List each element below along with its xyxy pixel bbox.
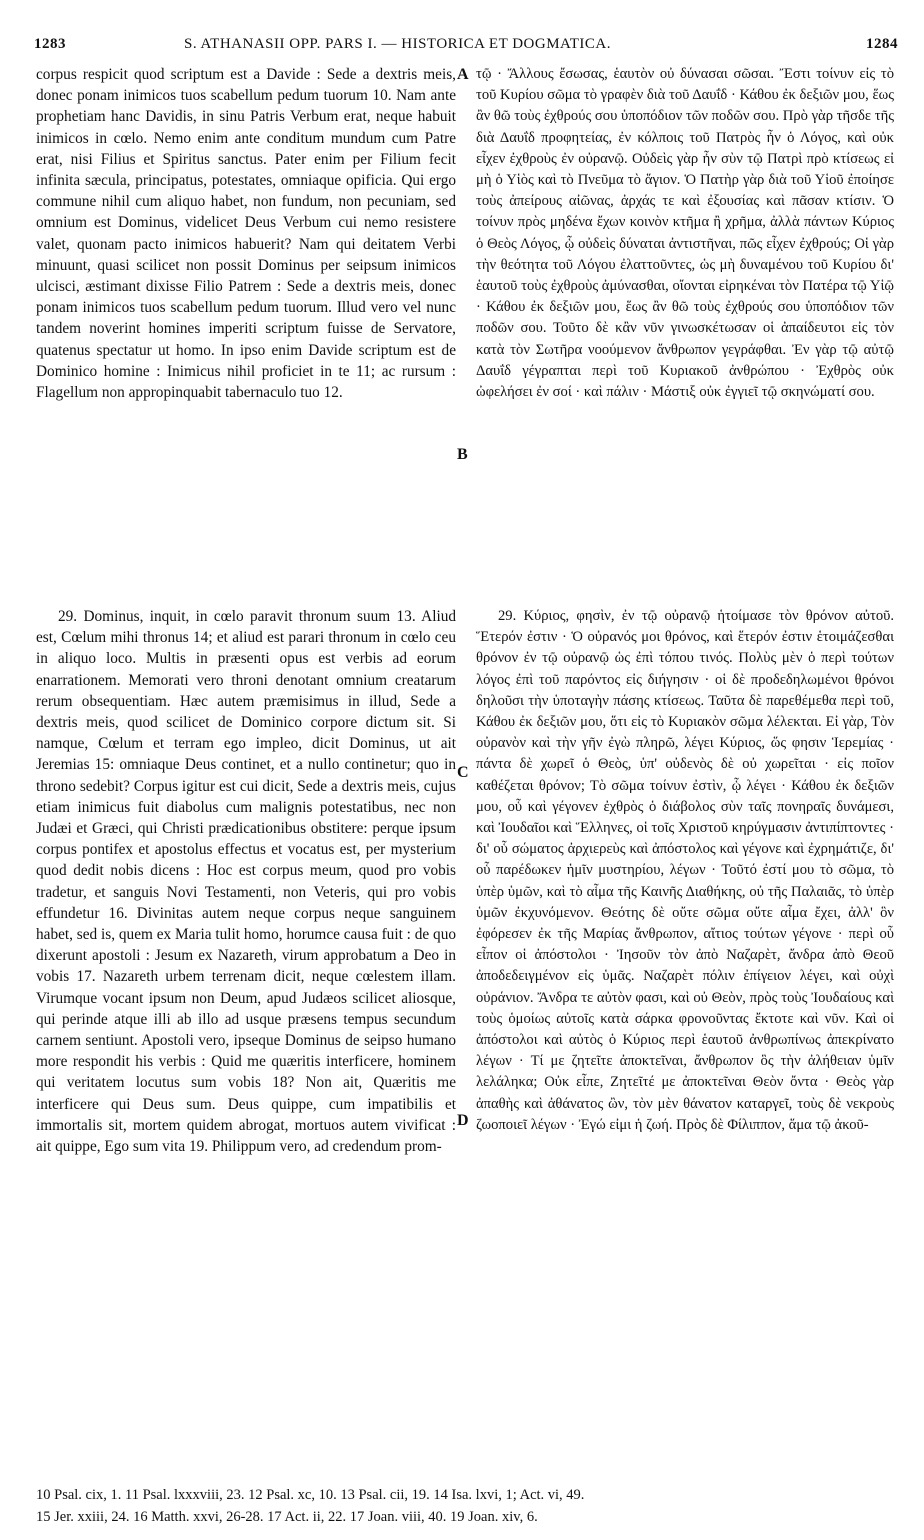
greek-column-bottom [476, 606, 894, 1136]
greek-paragraph-1: τῷ · Ἄλλους ἔσωσας, ἑαυτὸν οὐ δύνασαι σῶσαι. Ἔστι τοίνυν εἰς τὸ τοῦ Κυρίου σῶμα τὸ γραφὲν διὰ τοῦ Δαυΐδ · Κάθου ἐκ δεξιῶν μου, ἕως ἂν θῶ τοὺς ἐχθρούς σου ὑποπόδιον τῶν ποδῶν σου. Πρὸ γὰρ τῆσδε τῆς διὰ Δαυΐδ προφητείας, ἐν κόλποις τοῦ Πατρὸς ἦν ὁ Λόγος, καὶ οὐκ εἶχεν ἐχθροὺς ἐν οὐρανῷ. Οὐδεὶς γὰρ ἦν σὺν τῷ Πατρὶ πρὸ κτίσεως εἰ μὴ ὁ Υἱὸς καὶ τὸ Πνεῦμα τὸ ἅγιον. Ὁ Πατὴρ γὰρ διὰ τοῦ Υἱοῦ ἐποίησε τοὺς ἀπείρους αἰῶνας, ἀρχάς τε καὶ ἐξουσίας καὶ πᾶσαν κτίσιν. Ὁ τοίνυν πρὸς μηδένα ἔχων κοινὸν κτῆμα ἢ χρῆμα, ἀλλὰ πάντων Κύριος ὁ Θεὸς Λόγος, ᾧ οὐδεὶς δύναται ἀντιστῆναι, πῶς εἶχεν ἐχθρούς; Οἱ γὰρ τὴν θεότητα τοῦ Λόγου ἐλαττοῦντες, ὡς μὴ δυναμένου τοῦ Κυρίου δι' ἑαυτοῦ τοὺς ἐχθροὺς ἀμύνασθαι, οἴονται εἰρηκέναι τὸν Πατέρα τῷ Υἱῷ · Κάθου ἐκ δεξιῶν μου, ἕως ἂν θῶ τοὺς ἐχθρούς σου ὑποπόδιον τῶν ποδῶν σου. Τοῦτο δὲ κἂν νῦν γινωσκέτωσαν οἱ ἀπαίδευτοι εἰς τὸν κατὰ τὸν Σωτῆρα νοούμενον ἄνθρωπον γεγράφθαι. Ἐν γὰρ τῷ αὐτῷ Δαυΐδ γέγραπται περὶ τοῦ Κυριακοῦ ἀνθρώπου · Ἐχθρὸς οὐκ ὠφελήσει ἐν σοί · καὶ πάλιν · Μάστιξ οὐκ ἐγγιεῖ τῷ σκηνώματί σου. [476, 66, 894, 401]
latin-paragraph-29: 29. Dominus, inquit, in cœlo paravit thronum suum 13. Aliud est, Cœlum mihi thronus 14; et aliud est parari thronum in cœlo ceu in aliquo loco. Multis in præsenti opus est verbis ad eorum enarrationem. Memorati vero throni denotant omnium creatarum rerum obsequentiam. Hæc autem præmisimus in illud, Sede a dextris meis, quod scilicet de Dominico corpore dictum sit. Si namque, Cœlum et terram ego impleo, dicit Dominus, ut ait Jeremias 15: omniaque Deus continet, et a nullo continetur; quo in throno sedebit? Corpus igitur est cui dicit, Sede a dextris meis, cujus etiam inimicus fuit diabolus cum malignis potestatibus, nec non Judæi et Græci, qui Christi prædicationibus obstitere: perque ipsum corpus pontifex et apostolus effectus et vocatus est, per mysterium quod dedit nobis dicens : Hoc est corpus meum, quod pro vobis tradetur, et sanguis Novi Testamenti, non Veteris, qui pro vobis effundetur 16. Divinitas autem neque corpus neque sanguinem habet, sed is, quem ex Maria tulit homo, horumce causa fuit : de quo dixerunt apostoli : Jesum ex Nazareth, virum approbatum a Deo in vobis 17. Nazareth urbem terrenam dicit, neque cœlestem illam. Virumque vocant ipsum non Deum, apud Judæos scilicet aliosque, qui perinde atque illi ab illo ad usque præsens tempus secundum carnem sentiunt. Apostoli vero, ipseque Dominus de seipso humano more respondit his verbis : Quid me quæritis interficere, hominem qui veritatem locutus sum vobis 18? Non ait, Quæritis me interficere qui Deus sum. Deus quippe, cum impatibilis et immortalis sit, mortem quidem abrogat, mortuos autem vivificat : ait quippe, Ego sum vita 19. Philippum vero, ad credendum prom- [36, 608, 456, 1156]
running-title: S. ATHANASII OPP. PARS I. — HISTORICA ET DOGMATICA. [184, 36, 611, 52]
footnotes [36, 1484, 896, 1528]
right-page-number: 1284 [866, 36, 898, 52]
column-marker-b: B [457, 446, 468, 463]
running-header [34, 36, 898, 58]
column-marker-c: C [457, 764, 469, 781]
latin-column-bottom [36, 606, 456, 1157]
left-page-number: 1283 [34, 36, 66, 52]
greek-paragraph-29: 29. Κύριος, φησὶν, ἐν τῷ οὐρανῷ ἡτοίμασε τὸν θρόνον αὐτοῦ. Ἕτερόν ἐστιν · Ὁ οὐρανός μοι θρόνος, καὶ ἕτερόν ἐστιν ἑτοιμάζεσθαι θρόνον ἐν τῷ οὐρανῷ ὡς ἐπὶ τόπου τινός. Πολὺς μὲν ὁ περὶ τούτων λόγος ἐπὶ τοῦ παρόντος εἰς διήγησιν · οἱ δὲ προδεδηλωμένοι θρόνοι δηλοῦσι τὴν ὑποταγὴν πάσης κτίσεως. Ταῦτα δὲ παρεθέμεθα περὶ τοῦ, Κάθου ἐκ δεξιῶν μου, ὅτι εἰς τὸ Κυριακὸν σῶμα λέλεκται. Εἰ γὰρ, Τὸν οὐρανὸν καὶ τὴν γῆν ἐγὼ πληρῶ, λέγει Κύριος, ὥς φησιν Ἱερεμίας · πάντα δὲ χωρεῖ ὁ Θεὸς, ὑπ' οὐδενὸς δὲ οὐ χωρεῖται · εἰς ποῖον καθέζεται θρόνον; Τὸ σῶμα τοίνυν ἐστὶν, ᾧ λέγει · Κάθου ἐκ δεξιῶν μου, οὗ καὶ γέγονεν ἐχθρὸς ὁ διάβολος σὺν ταῖς πονηραῖς δυνάμεσι, καὶ Ἰουδαῖοι καὶ Ἕλληνες, οἱ τοῖς Χριστοῦ κηρύγμασιν ἀντιπίπτοντες · δι' οὗ σώματος ἀρχιερεὺς καὶ ἀπόστολος καὶ γέγονε καὶ ἐχρημάτιζε, δι' οὗ παρέδωκεν ἡμῖν μυστηρίου, λέγων · Τοῦτό ἐστί μου τὸ σῶμα, τὸ ὑπὲρ ὑμῶν, καὶ τὸ αἷμα τῆς Καινῆς Διαθήκης, οὐ τῆς Παλαιᾶς, τὸ ὑπὲρ ὑμῶν ἐκχυνόμενον. Θεότης δὲ οὔτε σῶμα οὔτε αἷμα ἔχει, ἀλλ' ὃν ἐφόρεσεν ἐκ τῆς Μαρίας ἄνθρωπον, αἴτιος τούτων γέγονε · περὶ οὗ εἶπον οἱ ἀπόστολοι · Ἰησοῦν τὸν ἀπὸ Ναζαρὲτ, ἄνδρα ἀπὸ Θεοῦ ἀποδεδειγμένον εἰς ὑμᾶς. Ναζαρὲτ πόλιν ἐπίγειον λέγει, καὶ οὐχὶ οὐράνιον. Ἄνδρα τε αὐτὸν φασι, καὶ οὐ Θεὸν, πρὸς τοὺς Ἰουδαίους καὶ τοὺς ὁμοίως αὐτοῖς κατὰ σάρκα φρονοῦντας ἔκτοτε καὶ νῦν. Καὶ οἱ ἀπόστολοι καὶ αὐτὸς ὁ Κύριος περὶ ἑαυτοῦ ἀνθρωπίνως ἀπεκρίνατο λέγων · Τί με ζητεῖτε ἀποκτεῖναι, ἄνθρωπον ὃς τὴν ἀλήθειαν ὑμῖν λελάληκα; Οὐκ εἶπε, Ζητεῖτέ με ἀποκτεῖναι Θεὸν ὄντα · Θεὸς γὰρ ἀπαθὴς καὶ ἀθάνατος ὢν, τὸν μὲν θάνατον καταργεῖ, τοὺς δὲ νεκροὺς ζωοποιεῖ λέγων · Ἐγώ εἰμι ἡ ζωή. Πρὸς δὲ Φίλιππον, ἅμα τῷ ἀκοῦ- [476, 608, 894, 1133]
latin-column-top [36, 64, 456, 403]
column-marker-d: D [457, 1112, 469, 1129]
greek-column-top [476, 64, 894, 403]
footnotes-line-1: 10 Psal. cix, 1. 11 Psal. lxxxviii, 23. 12 Psal. xc, 10. 13 Psal. cii, 19. 14 Isa. lxvi, 1; Act. vi, 49. [36, 1487, 585, 1503]
footnotes-line-2: 15 Jer. xxiii, 24. 16 Matth. xxvi, 26-28. 17 Act. ii, 22. 17 Joan. viii, 40. 19 Joan. xiv, 6. [36, 1509, 538, 1525]
column-marker-a: A [457, 66, 469, 83]
latin-paragraph-1: corpus respicit quod scriptum est a Davide : Sede a dextris meis, donec ponam inimicos tuos scabellum pedum tuorum 10. Nam ante prophetiam hanc Davidis, in sinu Patris Verbum erat, neque habuit inimicos in cœlo. Nemo enim ante conditum mundum cum Patre erat, nisi Filius et Spiritus sanctus. Pater enim per Filium fecit infinita sæcula, principatus, potestates, omniaque opificia. Qui ergo commune nihil cum aliquo habet, non fundum, non pecuniam, sed omnium est Dominus, videlicet Deus Verbum cui nemo resistere valet, quonam pacto inimicos habuerit? Nam qui deitatem Verbi minuunt, quasi scilicet non possit Dominus per seipsum inimicos ulcisci, æstimant dixisse Filio Patrem : Sede a dextris meis, donec ponam inimicos tuos scabellum pedum tuorum. Illud vero vel nunc tandem noverint homines imperiti scriptum fuisse de Servatore, quatenus spectatur ut homo. In ipso enim Davide scriptum est de Dominico homine : Inimicus nihil proficiet in te 11; ac rursum : Flagellum non appropinquabit tabernaculo tuo 12. [36, 66, 456, 402]
